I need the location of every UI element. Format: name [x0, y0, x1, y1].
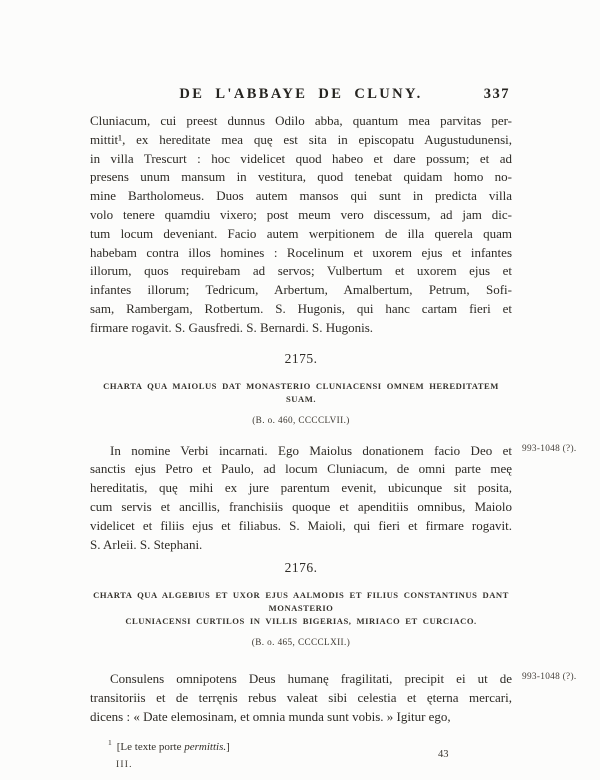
- text-block: [90, 86, 577, 770]
- text-line: mine Bartholomeus. Duos autem mansos qui sunt in predicta villa: [90, 188, 512, 204]
- text-line: firmare rogavit. S. Gausfredi. S. Bernardi. S. Hugonis.: [90, 319, 374, 335]
- volume-signature: III.: [116, 759, 133, 770]
- charter-entry-2176: [90, 560, 577, 726]
- sheet-signature-number: 43: [438, 748, 449, 760]
- text-line: mittit¹, ex hereditate mea quę est sita in episcopatu Augustudunensi,: [90, 131, 512, 147]
- entry-heading: [90, 380, 512, 406]
- text-line: S. Arleii. S. Stephani.: [90, 536, 203, 552]
- text-line: tum locum deveniant. Facio autem werpitionem de illa querela quam: [90, 225, 512, 241]
- footnote-marker: 1: [108, 737, 112, 747]
- text-line: volo tenere quamdiu vixero; post meum vero discessum, ad jam dic-: [90, 206, 512, 222]
- entry-paragraph: [90, 670, 512, 726]
- text-line: sam, Rambergam, Rotbertum. S. Hugonis, qui hanc cartam fieri et: [90, 300, 512, 316]
- footnote-italic-text: permittis.: [184, 740, 227, 753]
- footnote-text-after: ]: [226, 740, 230, 753]
- page-number: 337: [483, 86, 510, 102]
- text-line: Consulens omnipotens Deus humanę fragilitati, precipit ei ut de: [110, 671, 512, 687]
- entry-paragraph-wrap: [90, 442, 577, 555]
- text-line: in villa Trescurt : hoc videlicet quod habeo et dare possum; et ad: [90, 150, 512, 166]
- text-line: videlicet et filiis ejus et filiabus. S. Maioli, qui fieri et firmare rogavit.: [90, 517, 512, 533]
- page-footer: [90, 748, 512, 770]
- entry-source-reference: (B. o. 465, CCCCLXII.): [251, 637, 351, 648]
- text-line: In nomine Verbi incarnati. Ego Maiolus donationem facio Deo et: [110, 442, 512, 458]
- entry-paragraph-wrap: [90, 670, 577, 726]
- text-line: dicens : « Date elemosinam, et omnia munda sunt vobis. » Igitur ego,: [90, 708, 451, 724]
- text-line: Cluniacum, cui preest dunnus Odilo abba, quantum mea parvitas per-: [90, 113, 512, 128]
- entry-number: 2176.: [284, 560, 318, 576]
- text-line: transitoriis et de terręnis rebus valeat sibi celestia et ęterna mercari,: [90, 690, 512, 706]
- page-title: DE L'ABBAYE DE CLUNY.: [179, 86, 423, 102]
- text-line: presens unum mansum in vestitura, quod tenebat quidam homo no-: [90, 169, 512, 185]
- entry-source-reference: (B. o. 460, CCCCLVII.): [252, 414, 350, 425]
- charter-entry-2175: [90, 350, 577, 555]
- continuation-paragraph: [90, 112, 512, 338]
- entry-heading: [90, 589, 512, 628]
- entry-paragraph: [90, 442, 512, 555]
- text-line: hereditatis, quę mihi ex jure parentum evenit, ubicunque sit posita,: [90, 480, 512, 496]
- text-line: habebam contra illos homines : Rocelinum et uxorem ejus et infantes: [90, 244, 512, 260]
- heading-line: CHARTA QUA MAIOLUS DAT MONASTERIO CLUNIACENSI OMNEM HEREDITATEM SUAM.: [103, 380, 499, 404]
- text-line: sanctis ejus Petro et Paulo, ad locum Cluniacum, de omni parte meę: [90, 461, 512, 477]
- text-line: infantes illorum; Tedricum, Arbertum, Amalbertum, Petrum, Sofi-: [90, 282, 512, 298]
- footnote: [108, 736, 512, 754]
- text-line: illorum, quos requirebam ad servos; Vulbertum et uxorem ejus et: [90, 263, 512, 279]
- date-margin-note: 993-1048 (?).: [522, 443, 577, 454]
- date-margin-note: 993-1048 (?).: [522, 672, 577, 683]
- heading-line: CHARTA QUA ALGEBIUS ET UXOR EJUS AALMODIS ET FILIUS CONSTANTINUS DANT MONASTERIO: [93, 590, 509, 614]
- entry-number: 2175.: [284, 350, 318, 366]
- heading-line: CLUNIACENSI CURTILOS IN VILLIS BIGERIAS, MIRIACO ET CURCIACO.: [125, 616, 477, 627]
- text-line: cum servis et ancillis, franchisiis quoque et apenditiis omnibus, Maiolo: [90, 498, 512, 514]
- running-header: [90, 86, 512, 104]
- footnote-text-before: [Le texte porte: [116, 740, 185, 753]
